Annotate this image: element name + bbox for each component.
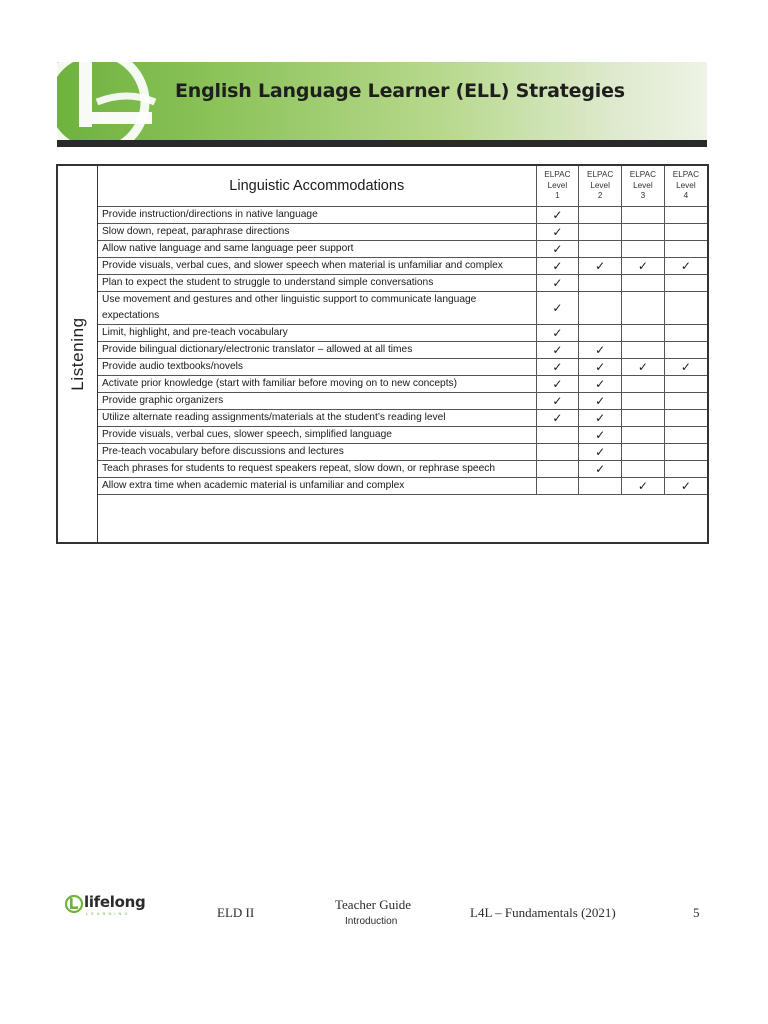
table-row xyxy=(98,359,707,376)
empty-level-cell xyxy=(622,224,665,241)
empty-level-cell xyxy=(579,207,622,224)
empty-level-cell xyxy=(579,241,622,258)
checkmark-icon: ✓ xyxy=(579,258,622,275)
table-row xyxy=(98,427,707,444)
table-row xyxy=(98,478,707,495)
accommodation-text: Plan to expect the student to struggle to understand simple conversations xyxy=(98,275,536,292)
footer-guide-section: Introduction xyxy=(345,916,398,927)
table-row xyxy=(98,325,707,342)
empty-level-cell xyxy=(579,224,622,241)
table-row xyxy=(98,342,707,359)
checkmark-icon: ✓ xyxy=(536,410,579,427)
checkmark-icon: ✓ xyxy=(579,461,622,478)
table-row xyxy=(98,275,707,292)
empty-level-cell xyxy=(664,325,707,342)
column-header-level-4: ELPAC Level 4 xyxy=(664,166,707,207)
empty-level-cell xyxy=(622,410,665,427)
accommodations-table-container xyxy=(56,164,709,544)
accommodation-text: Provide instruction/directions in native language xyxy=(98,207,536,224)
checkmark-icon: ✓ xyxy=(664,258,707,275)
empty-level-cell xyxy=(622,241,665,258)
empty-level-cell xyxy=(622,444,665,461)
empty-level-cell xyxy=(664,224,707,241)
table-row xyxy=(98,410,707,427)
table-row xyxy=(98,376,707,393)
table-body xyxy=(98,207,707,495)
column-header-level-3: ELPAC Level 3 xyxy=(622,166,665,207)
header-divider xyxy=(57,140,707,147)
empty-level-cell xyxy=(664,207,707,224)
logo-wordmark: lifelong xyxy=(84,893,146,911)
checkmark-icon: ✓ xyxy=(536,393,579,410)
accommodation-text: Limit, highlight, and pre-teach vocabulary xyxy=(98,325,536,342)
accommodation-text: Provide visuals, verbal cues, and slower speech when material is unfamiliar and complex xyxy=(98,258,536,275)
empty-level-cell xyxy=(579,275,622,292)
empty-level-cell xyxy=(622,461,665,478)
checkmark-icon: ✓ xyxy=(622,359,665,376)
empty-level-cell xyxy=(664,410,707,427)
table-row xyxy=(98,461,707,478)
checkmark-icon: ✓ xyxy=(536,224,579,241)
column-header-level-2: ELPAC Level 2 xyxy=(579,166,622,207)
empty-level-cell xyxy=(622,275,665,292)
checkmark-icon: ✓ xyxy=(536,292,579,325)
checkmark-icon: ✓ xyxy=(536,325,579,342)
empty-level-cell xyxy=(536,427,579,444)
accommodation-text: Use movement and gestures and other linguistic support to communicate language expectations xyxy=(98,292,536,325)
column-header-accommodations: Linguistic Accommodations xyxy=(98,166,536,207)
empty-level-cell xyxy=(664,292,707,325)
checkmark-icon: ✓ xyxy=(536,241,579,258)
side-label-text: Listening xyxy=(67,317,87,391)
empty-level-cell xyxy=(664,393,707,410)
accommodation-text: Provide graphic organizers xyxy=(98,393,536,410)
empty-level-cell xyxy=(664,376,707,393)
lifelong-mark-icon xyxy=(64,894,84,914)
footer-course: ELD II xyxy=(217,905,255,920)
accommodation-text: Provide bilingual dictionary/electronic translator – allowed at all times xyxy=(98,342,536,359)
empty-level-cell xyxy=(664,342,707,359)
checkmark-icon: ✓ xyxy=(622,478,665,495)
header-banner xyxy=(57,62,707,142)
table-row xyxy=(98,241,707,258)
page-title: English Language Learner (ELL) Strategies xyxy=(175,80,625,102)
empty-level-cell xyxy=(622,393,665,410)
accommodation-text: Allow extra time when academic material is unfamiliar and complex xyxy=(98,478,536,495)
empty-level-cell xyxy=(664,427,707,444)
footer-guide-title: Teacher Guide xyxy=(335,897,411,912)
table-row xyxy=(98,207,707,224)
accommodation-text: Provide visuals, verbal cues, slower speech, simplified language xyxy=(98,427,536,444)
table-row xyxy=(98,393,707,410)
checkmark-icon: ✓ xyxy=(579,444,622,461)
accommodation-text: Activate prior knowledge (start with familiar before moving on to new concepts) xyxy=(98,376,536,393)
empty-level-cell xyxy=(622,376,665,393)
empty-level-cell xyxy=(536,444,579,461)
accommodation-text: Provide audio textbooks/novels xyxy=(98,359,536,376)
checkmark-icon: ✓ xyxy=(536,359,579,376)
empty-level-cell xyxy=(579,478,622,495)
checkmark-icon: ✓ xyxy=(536,376,579,393)
checkmark-icon: ✓ xyxy=(579,359,622,376)
checkmark-icon: ✓ xyxy=(579,427,622,444)
checkmark-icon: ✓ xyxy=(664,478,707,495)
empty-level-cell xyxy=(536,461,579,478)
accommodation-text: Pre-teach vocabulary before discussions and lectures xyxy=(98,444,536,461)
empty-level-cell xyxy=(664,241,707,258)
empty-level-cell xyxy=(664,275,707,292)
logo-subtext: LEARNING xyxy=(86,911,131,916)
checkmark-icon: ✓ xyxy=(536,275,579,292)
column-header-level-1: ELPAC Level 1 xyxy=(536,166,579,207)
accommodation-text: Teach phrases for students to request speakers repeat, slow down, or rephrase speech xyxy=(98,461,536,478)
checkmark-icon: ✓ xyxy=(536,342,579,359)
empty-level-cell xyxy=(536,478,579,495)
empty-level-cell xyxy=(622,207,665,224)
section-side-label xyxy=(58,166,98,542)
empty-level-cell xyxy=(579,325,622,342)
checkmark-icon: ✓ xyxy=(664,359,707,376)
footer-program: L4L – Fundamentals (2021) xyxy=(470,905,616,920)
checkmark-icon: ✓ xyxy=(579,410,622,427)
accommodation-text: Utilize alternate reading assignments/materials at the student’s reading level xyxy=(98,410,536,427)
empty-level-cell xyxy=(579,292,622,325)
accommodations-table xyxy=(98,166,707,495)
empty-level-cell xyxy=(622,427,665,444)
lifelong-logo-icon xyxy=(57,62,167,142)
table-row xyxy=(98,224,707,241)
checkmark-icon: ✓ xyxy=(579,376,622,393)
accommodation-text: Allow native language and same language peer support xyxy=(98,241,536,258)
checkmark-icon: ✓ xyxy=(622,258,665,275)
empty-level-cell xyxy=(664,444,707,461)
checkmark-icon: ✓ xyxy=(579,342,622,359)
checkmark-icon: ✓ xyxy=(536,258,579,275)
table-row xyxy=(98,444,707,461)
table-header-row xyxy=(98,166,707,207)
page-number: 5 xyxy=(693,905,700,920)
empty-level-cell xyxy=(622,325,665,342)
empty-level-cell xyxy=(622,292,665,325)
accommodation-text: Slow down, repeat, paraphrase directions xyxy=(98,224,536,241)
table-row xyxy=(98,292,707,325)
empty-level-cell xyxy=(622,342,665,359)
checkmark-icon: ✓ xyxy=(579,393,622,410)
empty-level-cell xyxy=(664,461,707,478)
table-row xyxy=(98,258,707,275)
checkmark-icon: ✓ xyxy=(536,207,579,224)
